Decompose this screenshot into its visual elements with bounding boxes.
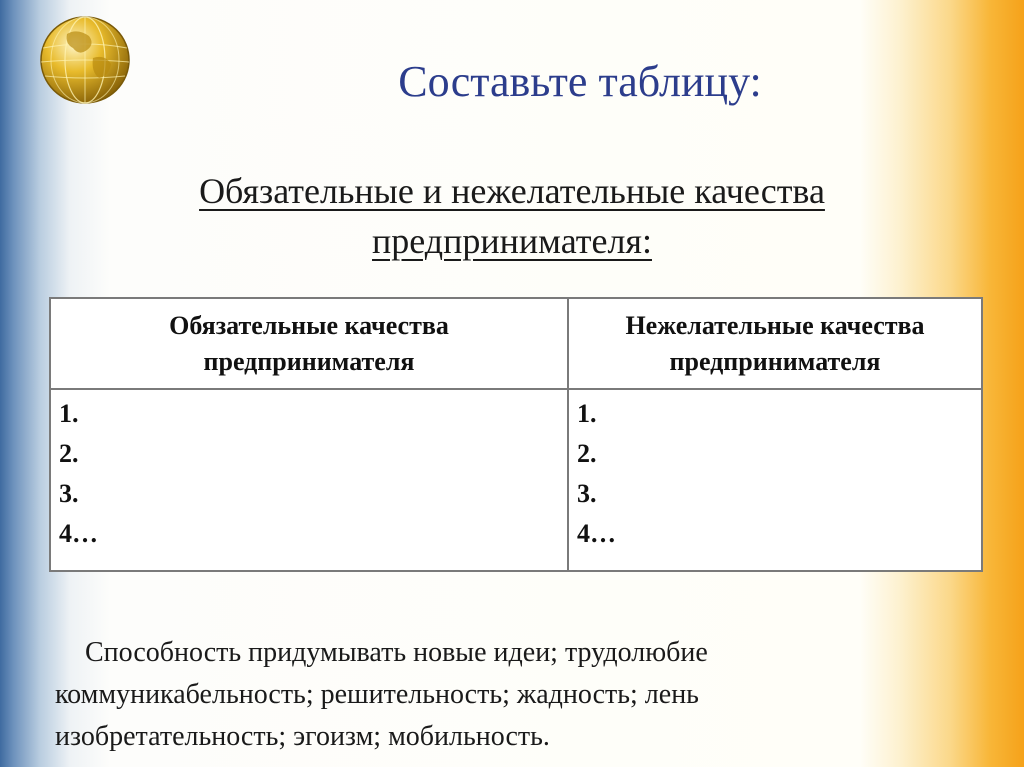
list-item: 3. — [59, 479, 79, 508]
paragraph-line: изобретательность; эгоизм; мобильность. — [55, 721, 550, 752]
list-item: 1. — [59, 399, 79, 428]
list-item: 4… — [577, 519, 616, 548]
list-item: 2. — [577, 439, 597, 468]
paragraph-line: Способность придумывать новые идеи; трудолюбие — [85, 637, 708, 668]
table-header-row — [50, 298, 982, 389]
slide-subtitle — [62, 166, 962, 266]
subtitle-line-1: Обязательные и нежелательные качества — [199, 171, 825, 211]
table-row — [50, 389, 982, 571]
list-item: 1. — [577, 399, 597, 428]
list-item: 2. — [59, 439, 79, 468]
header-undesirable — [568, 298, 982, 389]
undesirable-list — [568, 389, 982, 571]
header-text: Обязательные качества — [169, 310, 449, 340]
header-text: предпринимателя — [203, 346, 415, 376]
qualities-table — [49, 297, 983, 572]
required-list — [50, 389, 568, 571]
slide-title: Составьте таблицу: — [398, 57, 762, 106]
header-text: предпринимателя — [669, 346, 881, 376]
subtitle-line-2: предпринимателя: — [372, 221, 652, 261]
header-required — [50, 298, 568, 389]
paragraph-line: коммуникабельность; решительность; жадность; лень — [55, 679, 699, 710]
qualities-paragraph — [55, 632, 875, 758]
list-item: 3. — [577, 479, 597, 508]
header-text: Нежелательные качества — [625, 310, 925, 340]
list-item: 4… — [59, 519, 98, 548]
